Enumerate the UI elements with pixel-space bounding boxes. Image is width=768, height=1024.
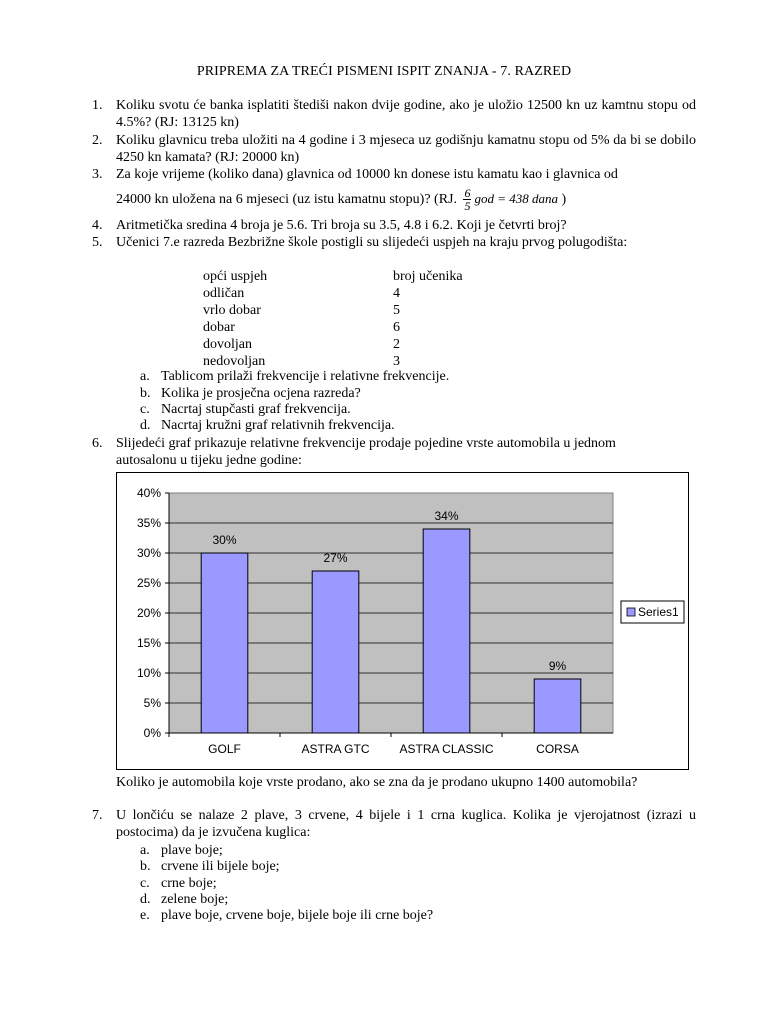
y-tick-label: 5% [143, 696, 161, 710]
y-tick-label: 15% [136, 636, 161, 650]
sub-item-letter: a. [140, 843, 150, 858]
table-cell: 5 [393, 303, 400, 318]
sub-item-text: plave boje, crvene boje, bijele boje ili crne boje? [161, 908, 434, 923]
table-cell: 3 [393, 354, 400, 369]
y-tick-label: 40% [136, 486, 161, 500]
question-text-line2: 24000 kn uložena na 6 mjeseci (uz istu kamatnu stopu)? (RJ. [116, 192, 457, 207]
bar-chart [117, 473, 688, 769]
question-number: 4. [92, 218, 103, 233]
fraction-numerator: 6 [464, 186, 471, 201]
data-label: 30% [212, 533, 237, 547]
sub-item-letter: d. [140, 892, 151, 907]
question-number: 5. [92, 235, 103, 250]
question-3-line2 [116, 184, 566, 215]
x-tick-label: GOLF [208, 742, 241, 756]
bar [423, 529, 470, 733]
data-label: 34% [434, 509, 459, 523]
sub-item-letter: c. [140, 876, 150, 891]
table-cell: vrlo dobar [203, 303, 261, 318]
table-header-cell: opći uspjeh [203, 269, 268, 284]
legend-label: Series1 [638, 605, 679, 619]
question-text: U lončiću se nalaze 2 plave, 3 crvene, 4 bijele i 1 crna kuglica. Kolika je vjerojatnost (izrazi u postocima) da je izvučena kuglica: [116, 808, 696, 840]
x-tick-label: CORSA [536, 742, 579, 756]
table-header-cell: broj učenika [393, 269, 463, 284]
sub-item-letter: c. [140, 402, 150, 417]
question-text-line1: Za koje vrijeme (koliko dana) glavnica od 10000 kn donese istu kamatu kao i glavnica od [116, 167, 618, 182]
x-tick-label: ASTRA CLASSIC [399, 742, 494, 756]
question-number: 2. [92, 133, 103, 148]
question-text: Koliku svotu će banka isplatiti štediši nakon dvije godine, ako je uložio 12500 kn uz kamtnu stopu od 4.5%? (RJ: 13125 kn) [116, 98, 696, 130]
question-number: 1. [92, 98, 103, 113]
bar [312, 571, 359, 733]
question-number: 7. [92, 808, 103, 823]
y-axis-ticks [137, 486, 169, 740]
formula-text: god = 438 dana [474, 191, 559, 206]
bar [534, 679, 581, 733]
fraction [463, 187, 471, 212]
closing-paren: ) [561, 192, 567, 207]
question-6-followup: Koliko je automobila koje vrste prodano, ako se zna da je prodano ukupno 1400 automobila? [116, 775, 638, 790]
table-cell: odličan [203, 286, 245, 301]
sub-item-letter: d. [140, 418, 151, 433]
question-text: Koliku glavnicu treba uložiti na 4 godine i 3 mjeseca uz godišnju kamatnu stopu od 5% da bi se dobilo 4250 kn kamata? (RJ: 20000 kn) [116, 133, 696, 165]
table-cell: dovoljan [203, 337, 252, 352]
sub-item-letter: b. [140, 386, 151, 401]
legend-swatch [627, 608, 635, 616]
y-tick-label: 25% [136, 576, 161, 590]
bar [201, 553, 248, 733]
question-text: Učenici 7.e razreda Bezbrižne škole postigli su slijedeći uspjeh na kraju prvog polugodišta: [116, 235, 628, 250]
y-tick-label: 20% [136, 606, 161, 620]
sub-item-text: crvene ili bijele boje; [161, 859, 280, 874]
table-cell: dobar [203, 320, 235, 335]
table-cell: 2 [393, 337, 400, 352]
question-text: Aritmetička sredina 4 broja je 5.6. Tri broja su 3.5, 4.8 i 6.2. Koji je četvrti broj? [116, 218, 567, 233]
question-text: Slijedeći graf prikazuje relativne frekvencije prodaje pojedine vrste automobila u jednom autosalonu u tijeku jedne godine: [116, 436, 616, 468]
fraction-denominator: 5 [464, 199, 471, 214]
sub-item-letter: a. [140, 369, 150, 384]
sub-item-text: zelene boje; [161, 892, 229, 907]
sub-item-letter: e. [140, 908, 150, 923]
y-tick-label: 30% [136, 546, 161, 560]
sub-item-text: Nacrtaj kružni graf relativnih frekvencija. [161, 418, 395, 433]
question-number: 3. [92, 167, 103, 182]
question-number: 6. [92, 436, 103, 451]
sub-item-text: Nacrtaj stupčasti graf frekvencija. [161, 402, 351, 417]
bar-chart-frame [116, 472, 689, 770]
data-label: 9% [548, 659, 567, 673]
x-tick-label: ASTRA GTC [301, 742, 370, 756]
sub-item-text: crne boje; [161, 876, 217, 891]
sub-item-letter: b. [140, 859, 151, 874]
sub-item-text: Kolika je prosječna ocjena razreda? [161, 386, 361, 401]
table-cell: 6 [393, 320, 400, 335]
y-tick-label: 10% [136, 666, 161, 680]
y-tick-label: 35% [136, 516, 161, 530]
data-label: 27% [323, 551, 348, 565]
legend [621, 601, 684, 623]
x-axis-labels [169, 733, 579, 756]
table-cell: nedovoljan [203, 354, 266, 369]
sub-item-text: plave boje; [161, 843, 223, 858]
sub-item-text: Tablicom prilaži frekvencije i relativne frekvencije. [161, 369, 450, 384]
table-cell: 4 [393, 286, 400, 301]
page-title: PRIPREMA ZA TREĆI PISMENI ISPIT ZNANJA - 7. RAZRED [196, 64, 572, 79]
y-tick-label: 0% [143, 726, 161, 740]
